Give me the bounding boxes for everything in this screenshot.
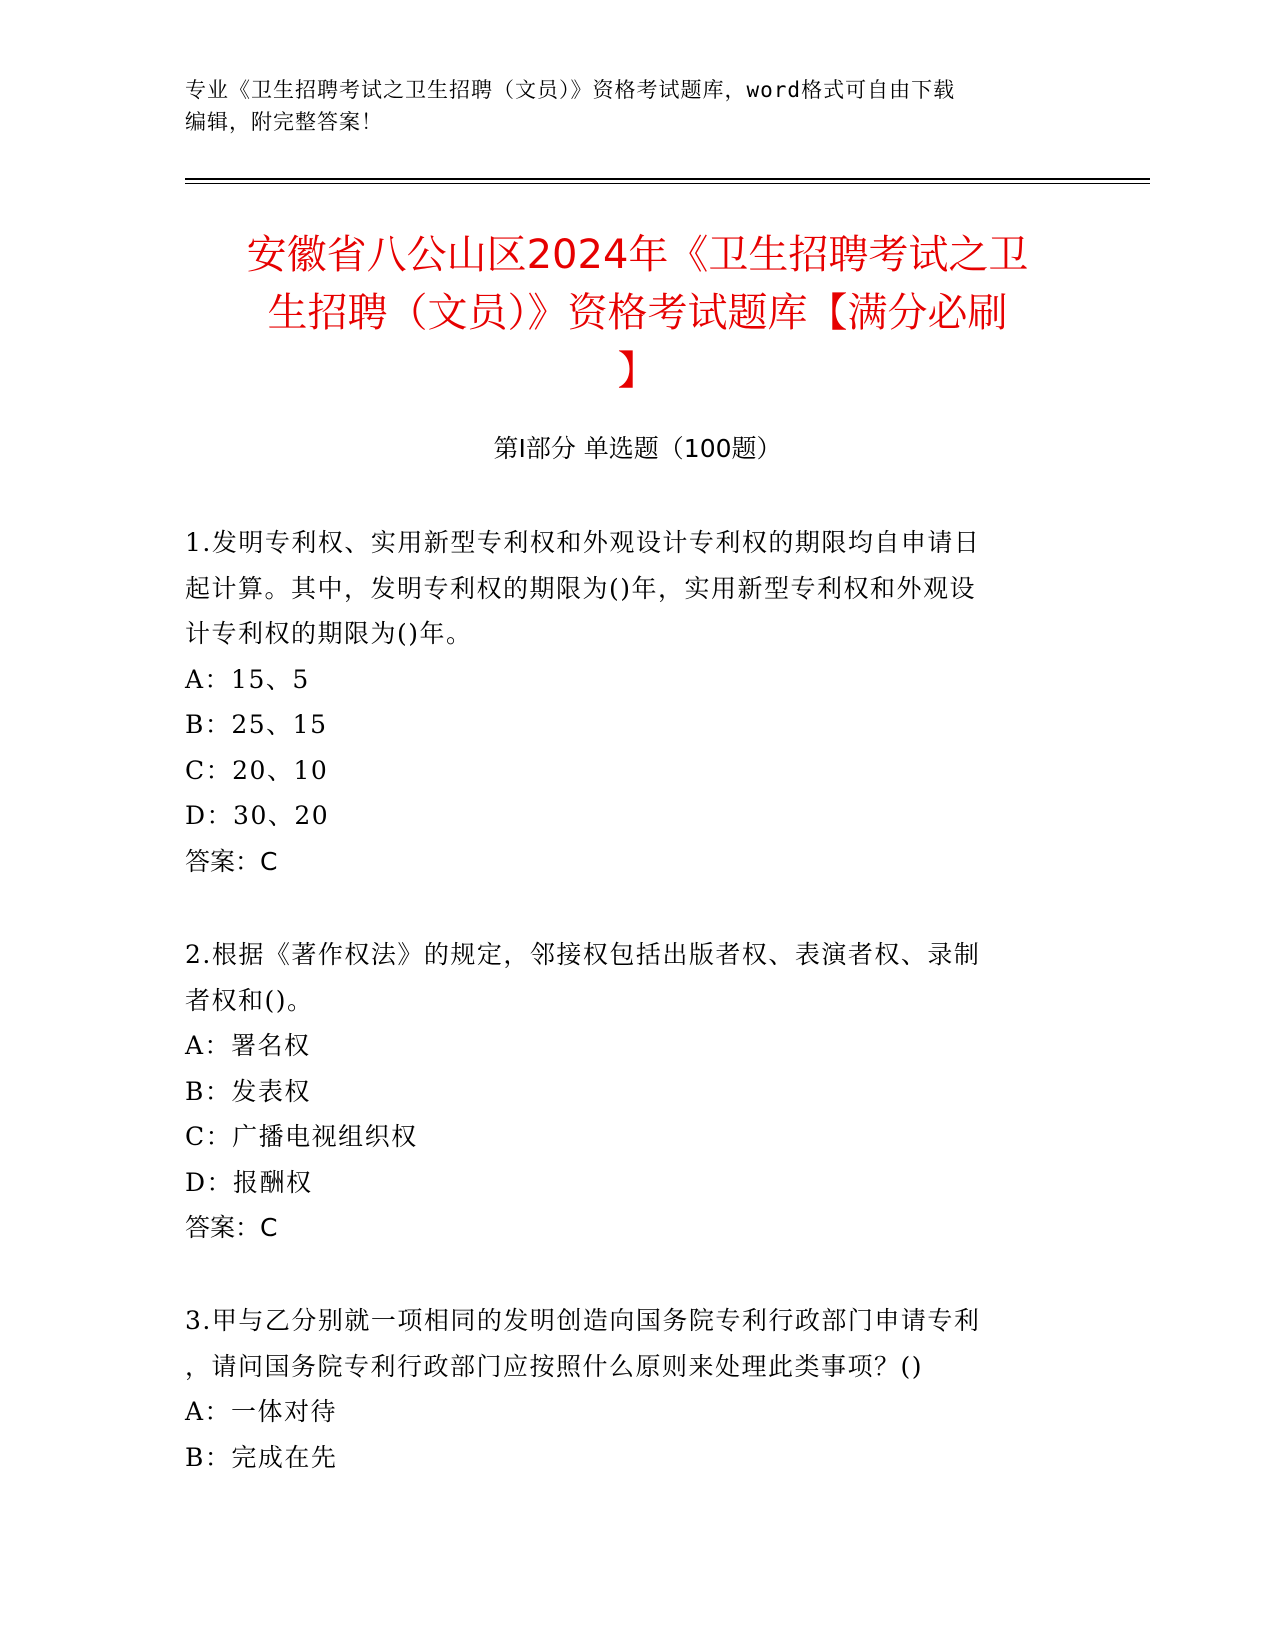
question-stem-line: 3.甲与乙分别就一项相同的发明创造向国务院专利行政部门申请专利 [185,1306,981,1335]
option-b: B：发表权 [185,1076,311,1106]
answer: 答案：C [185,846,278,876]
option-b: B：完成在先 [185,1442,338,1472]
answer: 答案：C [185,1213,278,1242]
option-a: A：一体对待 [185,1397,338,1426]
question-2 [185,932,1085,1251]
document-title-line-2: 生招聘（文员）》资格考试题库【满分必刷 [267,290,1008,336]
option-c: C：广播电视组织权 [185,1122,418,1151]
header-note-line-1: 专业《卫生招聘考试之卫生招聘（文员）》资格考试题库，word格式可自由下载 [185,78,956,102]
option-a: A：15、5 [185,664,310,694]
header-rule-thin [185,183,1150,184]
option-c: C：20、10 [185,755,329,785]
question-stem-line: ，请问国务院专利行政部门应按照什么原则来处理此类事项？() [185,1351,924,1381]
header-note [185,74,1065,138]
option-b: B：25、15 [185,710,328,739]
question-stem-line: 起计算。其中，发明专利权的期限为()年，实用新型专利权和外观设 [185,573,977,603]
option-d: D：报酬权 [185,1167,313,1197]
document-title-line-3: 】 [617,348,658,394]
question-stem-line: 计专利权的期限为()年。 [185,619,473,648]
document-title-line-1: 安徽省八公山区2024年《卫生招聘考试之卫 [246,232,1029,278]
header-note-line-2: 编辑，附完整答案！ [185,110,383,134]
question-3 [185,1298,1085,1480]
option-d: D：30、20 [185,801,330,830]
header-rule-thick [185,178,1150,180]
question-stem-line: 1.发明专利权、实用新型专利权和外观设计专利权的期限均自申请日 [185,528,981,557]
question-stem-line: 者权和()。 [185,985,314,1015]
option-a: A：署名权 [185,1031,311,1060]
question-stem-line: 2.根据《著作权法》的规定，邻接权包括出版者权、表演者权、录制 [185,940,981,969]
question-1 [185,520,1085,884]
section-heading: 第Ⅰ部分 单选题（100题） [493,434,782,463]
document-title [180,226,1095,400]
